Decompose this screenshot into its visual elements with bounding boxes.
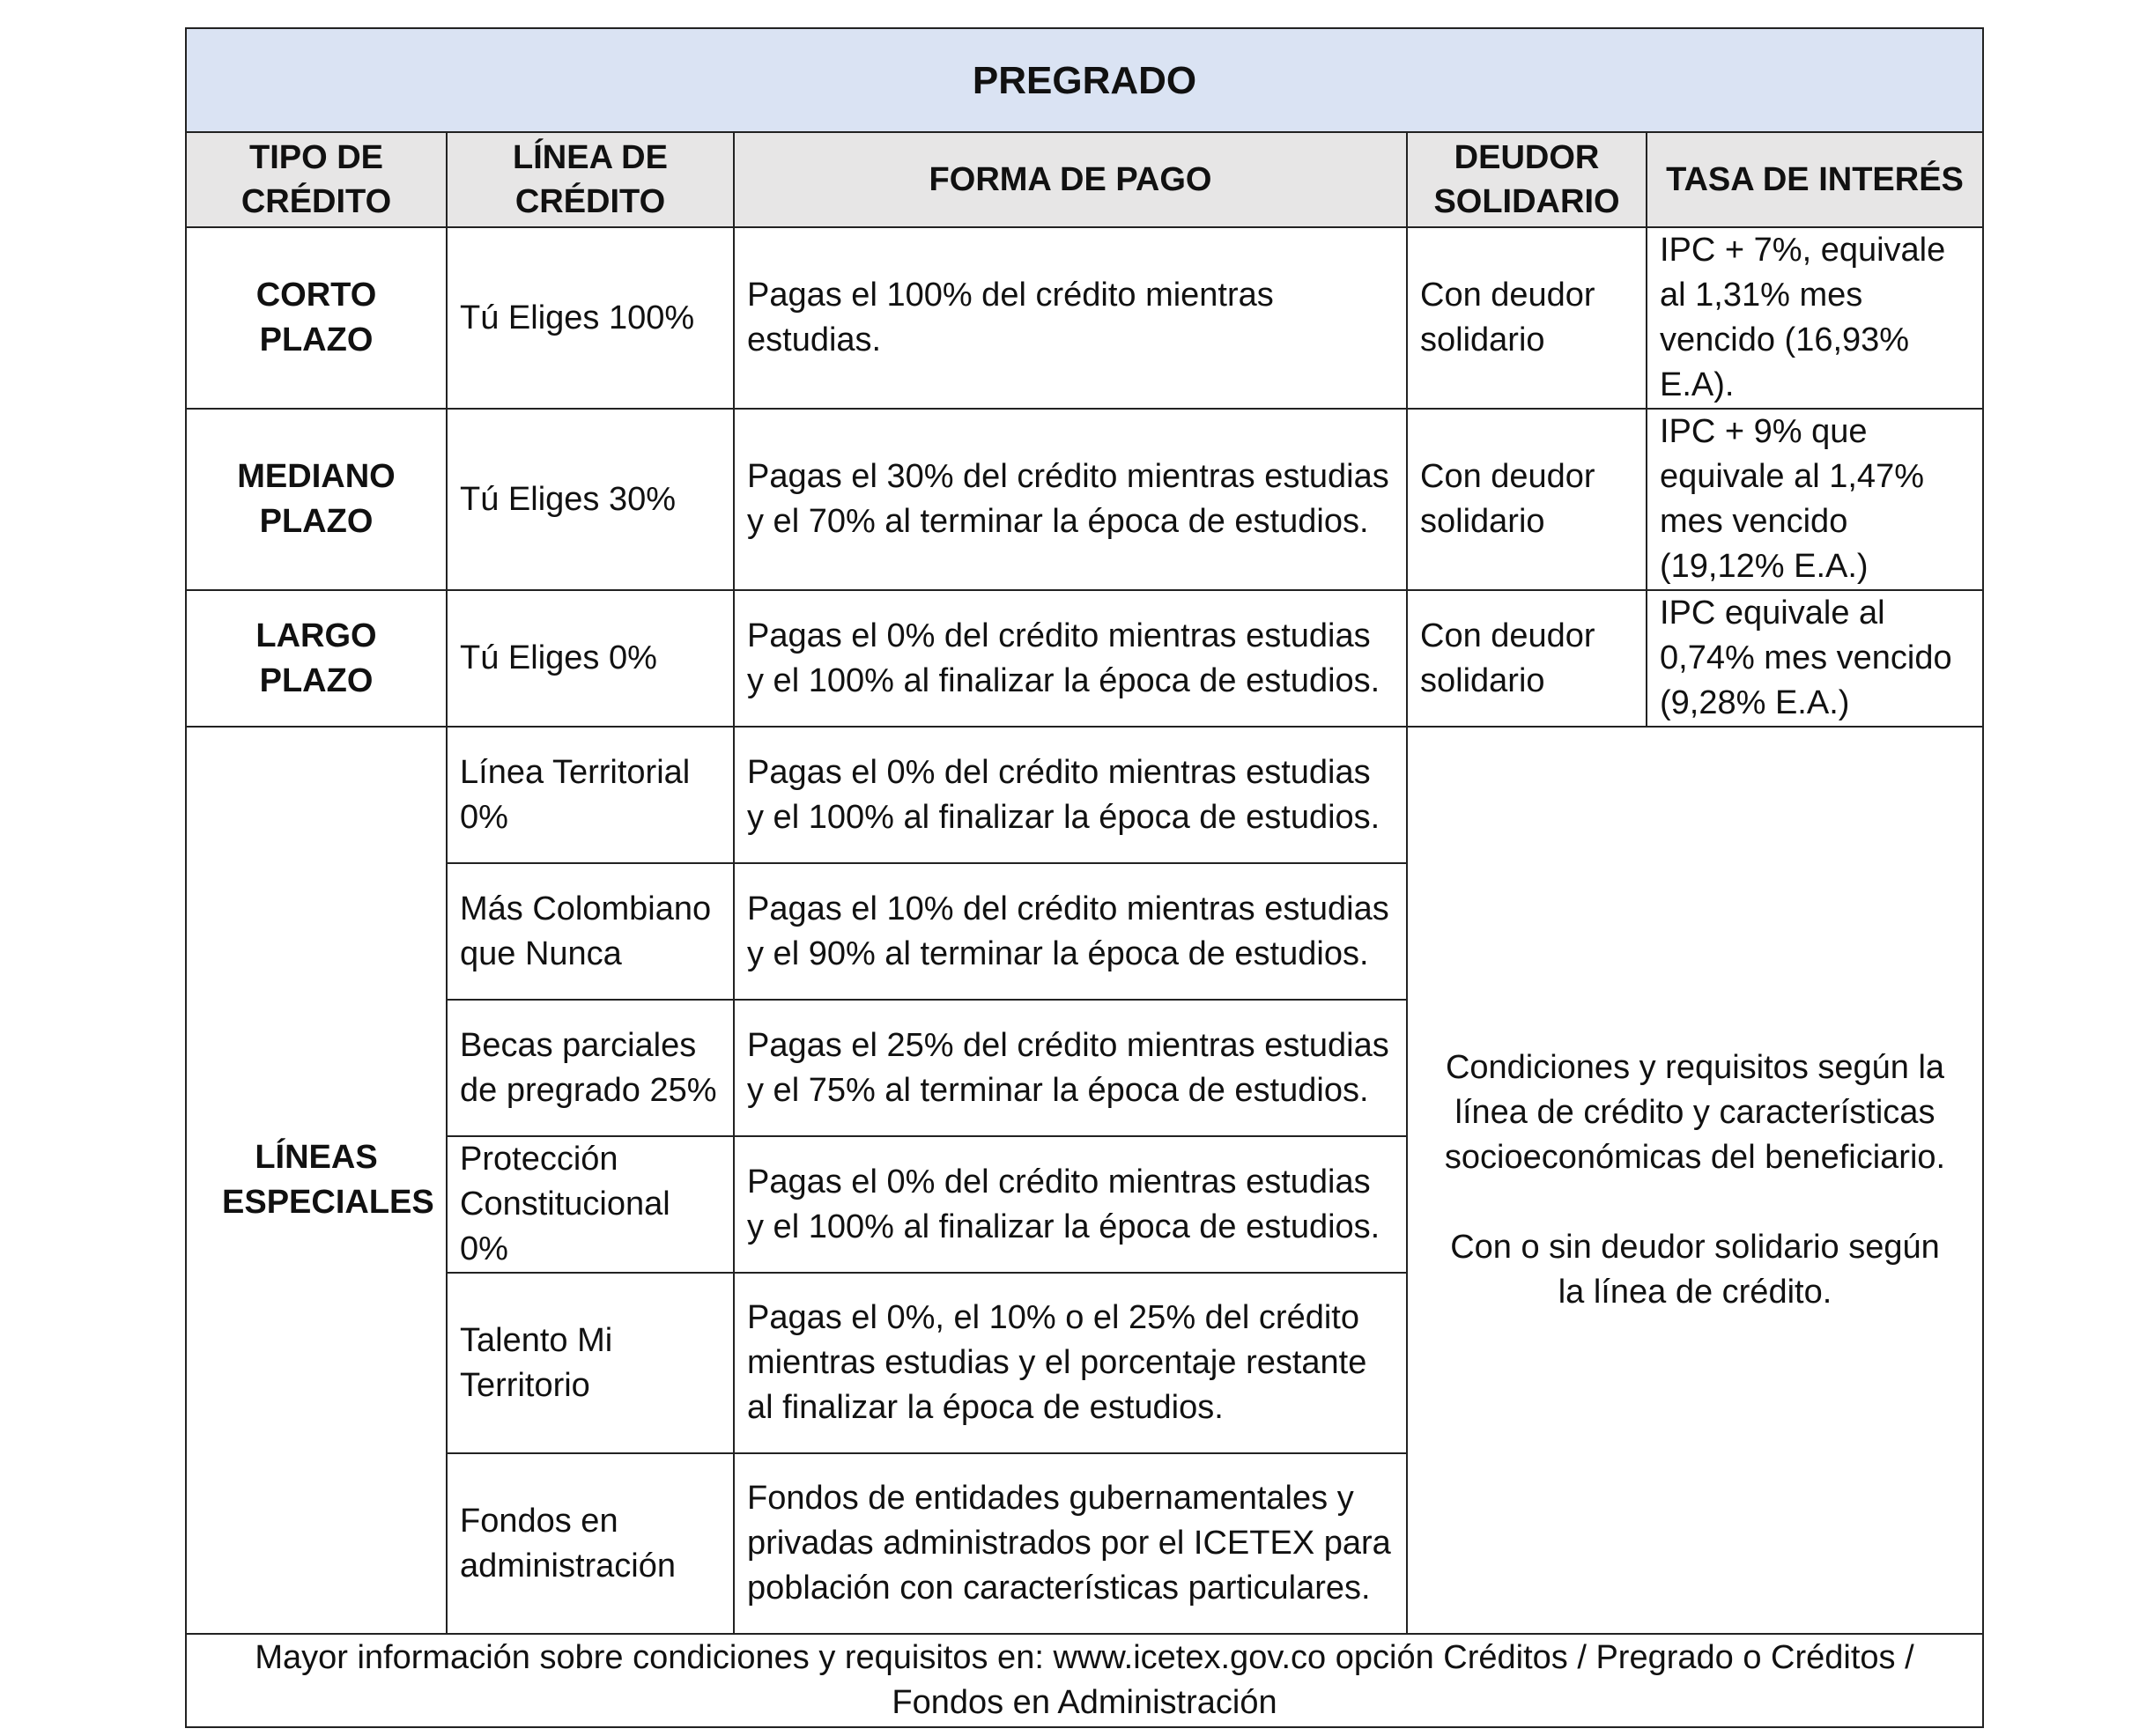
linea-cell: Más Colombiano que Nunca [447, 863, 734, 1000]
linea-cell: Becas parciales de pregrado 25% [447, 1000, 734, 1136]
table-row [186, 727, 1983, 863]
table-row [186, 409, 1983, 590]
linea-cell: Línea Territorial 0% [447, 727, 734, 863]
header-tasa: TASA DE INTERÉS [1647, 132, 1983, 227]
deudor-note: Con o sin deudor solidario según la línea de crédito. [1450, 1229, 1940, 1311]
forma-cell: Pagas el 0% del crédito mientras estudias y el 100% al finalizar la época de estudios. [734, 1136, 1407, 1273]
deudor-cell: Con deudor solidario [1407, 590, 1647, 727]
header-linea: LÍNEA DE CRÉDITO [447, 132, 734, 227]
header-row [186, 132, 1983, 227]
table-row [186, 590, 1983, 727]
condiciones-cell [1407, 727, 1983, 1634]
forma-cell: Fondos de entidades gubernamentales y privadas administrados por el ICETEX para población con características particulares. [734, 1453, 1407, 1634]
tipo-cell: MEDIANO PLAZO [186, 409, 447, 590]
linea-cell: Tú Eliges 30% [447, 409, 734, 590]
linea-cell: Protección Constitucional 0% [447, 1136, 734, 1273]
tipo-cell: LARGO PLAZO [186, 590, 447, 727]
deudor-cell: Con deudor solidario [1407, 227, 1647, 409]
title-row [186, 28, 1983, 132]
forma-cell: Pagas el 25% del crédito mientras estudias y el 75% al terminar la época de estudios. [734, 1000, 1407, 1136]
tasa-cell: IPC + 9% que equivale al 1,47% mes vencido (19,12% E.A.) [1647, 409, 1983, 590]
forma-cell: Pagas el 30% del crédito mientras estudias y el 70% al terminar la época de estudios. [734, 409, 1407, 590]
table-row [186, 227, 1983, 409]
linea-cell: Tú Eliges 100% [447, 227, 734, 409]
linea-cell: Talento Mi Territorio [447, 1273, 734, 1453]
condiciones-text: Condiciones y requisitos según la línea de crédito y características socioeconómicas del beneficiario. [1444, 1049, 1946, 1176]
tasa-cell: IPC equivale al 0,74% mes vencido (9,28% E.A.) [1647, 590, 1983, 727]
credit-table [185, 27, 1984, 1728]
forma-cell: Pagas el 0% del crédito mientras estudias y el 100% al finalizar la época de estudios. [734, 727, 1407, 863]
footer-note: Mayor información sobre condiciones y requisitos en: www.icetex.gov.co opción Créditos / Pregrado o Créditos / Fondos en Administración [186, 1634, 1983, 1727]
deudor-cell: Con deudor solidario [1407, 409, 1647, 590]
forma-cell: Pagas el 10% del crédito mientras estudias y el 90% al terminar la época de estudios. [734, 863, 1407, 1000]
forma-cell: Pagas el 0% del crédito mientras estudias y el 100% al finalizar la época de estudios. [734, 590, 1407, 727]
header-forma: FORMA DE PAGO [734, 132, 1407, 227]
forma-cell: Pagas el 100% del crédito mientras estudias. [734, 227, 1407, 409]
header-tipo: TIPO DE CRÉDITO [186, 132, 447, 227]
tipo-cell: CORTO PLAZO [186, 227, 447, 409]
forma-cell: Pagas el 0%, el 10% o el 25% del crédito mientras estudias y el porcentaje restante al finalizar la época de estudios. [734, 1273, 1407, 1453]
footer-row [186, 1634, 1983, 1727]
table-title: PREGRADO [186, 28, 1983, 132]
linea-cell: Tú Eliges 0% [447, 590, 734, 727]
header-deudor: DEUDOR SOLIDARIO [1407, 132, 1647, 227]
tipo-cell-especiales: LÍNEAS ESPECIALES [186, 727, 447, 1634]
linea-cell: Fondos en administración [447, 1453, 734, 1634]
tasa-cell: IPC + 7%, equivale al 1,31% mes vencido (16,93% E.A). [1647, 227, 1983, 409]
